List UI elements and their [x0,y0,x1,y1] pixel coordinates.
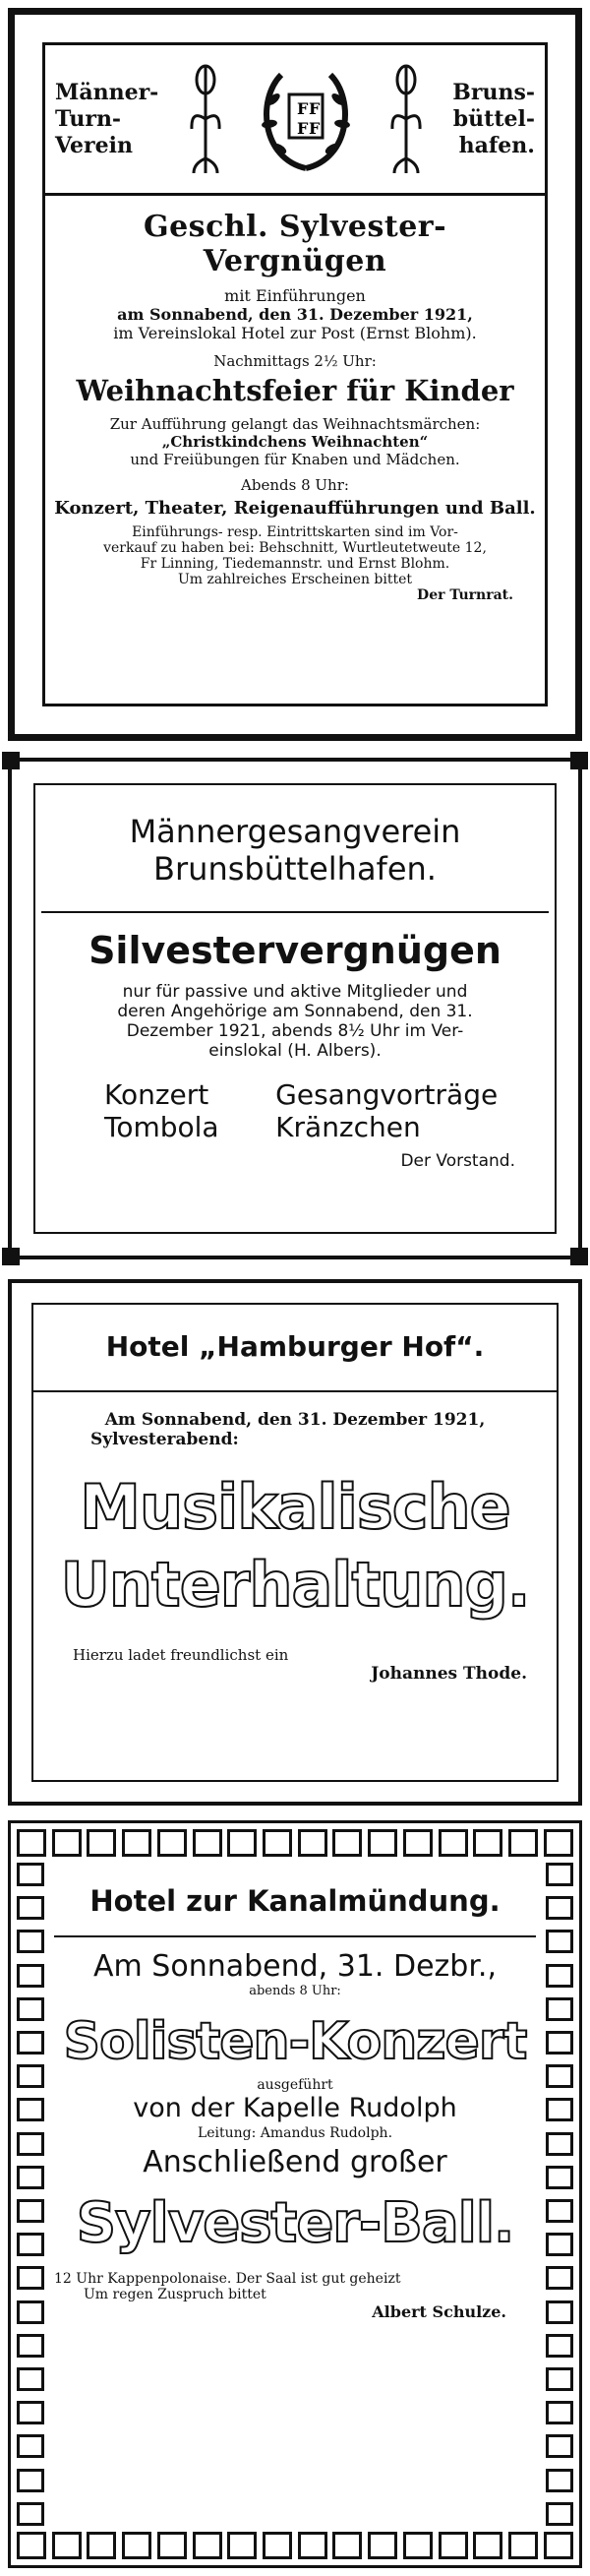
footer-notes [54,2271,536,2321]
event-date: am Sonnabend, den 31. Dezember 1921, [117,305,473,324]
text-line: Fr Linning, Tiedemannstr. und Ernst Blohm. [140,556,450,572]
border-frame [546,1863,573,2526]
corner-ornament [570,752,588,769]
club-name-right [452,80,535,159]
corner-ornament [570,1248,588,1265]
play-title: „Christkindchens Weihnachten“ [161,433,429,451]
club-name: Brunsbüttelhafen. [153,850,437,888]
signature: Der Vorstand. [400,1151,515,1171]
text-line: deren Angehörige am Sonnabend, den 31. [117,1002,473,1021]
svg-text:F: F [308,119,321,138]
signature: Albert Schulze. [372,2302,506,2321]
event-venue: im Vereinslokal Hotel zur Post (Ernst Blohm). [113,324,477,342]
ad-maennergesangverein [8,758,582,1259]
text-line: Einführungs- resp. Eintrittskarten sind im Vor- [132,524,458,540]
event-time: Abends 8 Uhr: [241,476,349,494]
event-title: Silvestervergnügen [88,929,502,972]
text-line: einslokal (H. Albers). [208,1041,382,1061]
program-item: Tombola [104,1111,219,1143]
ad-hotel-kanalmuendung [8,1820,582,2568]
event-date: Am Sonnabend, den 31. Dezember 1921, [104,1410,486,1430]
signature: Johannes Thode. [371,1664,527,1684]
club-name-line: hafen. [458,132,535,158]
text-line: Anschließend großer [143,2145,447,2179]
text-line: ausgeführt [257,2077,333,2093]
club-name-line: Bruns- [452,79,535,105]
program-list [104,1078,515,1143]
program-line: Konzert, Theater, Reigenaufführungen und Ball. [54,498,536,519]
ad-hotel-hamburger-hof [8,1279,582,1806]
event-time: Nachmittags 2½ Uhr: [213,352,377,370]
event-date: Sylvesterabend: [90,1430,239,1449]
club-name-line: Männer- [55,79,159,105]
text-line: Zur Aufführung gelangt das Weihnachtsmärchen: [109,415,481,433]
hotel-name: Hotel zur Kanalmündung. [89,1884,501,1918]
headline: Musikalische [80,1471,510,1543]
ad-frame [42,42,548,706]
band-name: von der Kapelle Rudolph [133,2093,457,2123]
corner-ornament [2,752,20,769]
text-line: verkauf zu haben bei: Behschnitt, Wurtleutetweute 12, [103,540,487,556]
club-name: Männergesangverein [129,813,461,850]
wreath-emblem-icon [252,60,360,178]
text-line: Um regen Zuspruch bittet [84,2287,266,2302]
text-line: Dezember 1921, abends 8½ Uhr im Ver- [126,1021,464,1041]
invitation [73,1646,527,1684]
text-line: 12 Uhr Kappenpolonaise. Der Saal ist gut geheizt [54,2271,401,2287]
club-name-line: Verein [55,132,133,158]
event-subtitle: Weihnachtsfeier für Kinder [76,374,514,407]
corner-ornament [2,1248,20,1265]
program-item: Kränzchen [275,1111,421,1143]
event-date: Am Sonnabend, 31. Dezbr., [93,1949,497,1984]
headline: Sylvester-Ball. [76,2191,514,2255]
headline: Unterhaltung. [60,1549,530,1621]
divider [41,911,549,913]
club-name-line: büttel- [452,105,535,132]
ornament-right-icon [386,60,426,178]
program-item: Konzert [104,1078,209,1111]
border-frame [17,1863,44,2526]
ad-maennerturnverein [8,8,582,741]
border-frame [17,1829,573,1857]
ad-frame [33,783,557,1234]
text-line: Um zahlreiches Erscheinen bittet [177,572,413,587]
text-line: und Freiübungen für Knaben und Mädchen. [130,451,460,468]
svg-text:F: F [296,99,309,118]
band-leader: Leitung: Amandus Rudolph. [197,2125,393,2141]
divider [33,1390,557,1392]
svg-text:F: F [296,119,309,138]
ad-content [54,1867,536,2522]
border-frame [17,2532,573,2559]
divider [54,1935,536,1937]
event-title: Geschl. Sylvester-Vergnügen [143,210,447,278]
svg-text:F: F [308,99,321,118]
ad-header [45,45,545,193]
ornament-left-icon [186,60,225,178]
hotel-name: Hotel „Hamburger Hof“. [105,1330,485,1363]
text-line: nur für passive und aktive Mitglieder und [122,982,468,1002]
ad-frame [31,1303,559,1782]
headline: Solisten-Konzert [63,2012,527,2071]
text-line: Hierzu ladet freundlichst ein [73,1646,289,1664]
club-name-line: Turn- [55,105,122,132]
event-time: abends 8 Uhr: [249,1984,341,1998]
program-item: Gesangvorträge [275,1078,499,1111]
signature: Der Turnrat. [417,587,513,603]
club-name-left [55,80,158,159]
text-line: mit Einführungen [224,286,366,305]
